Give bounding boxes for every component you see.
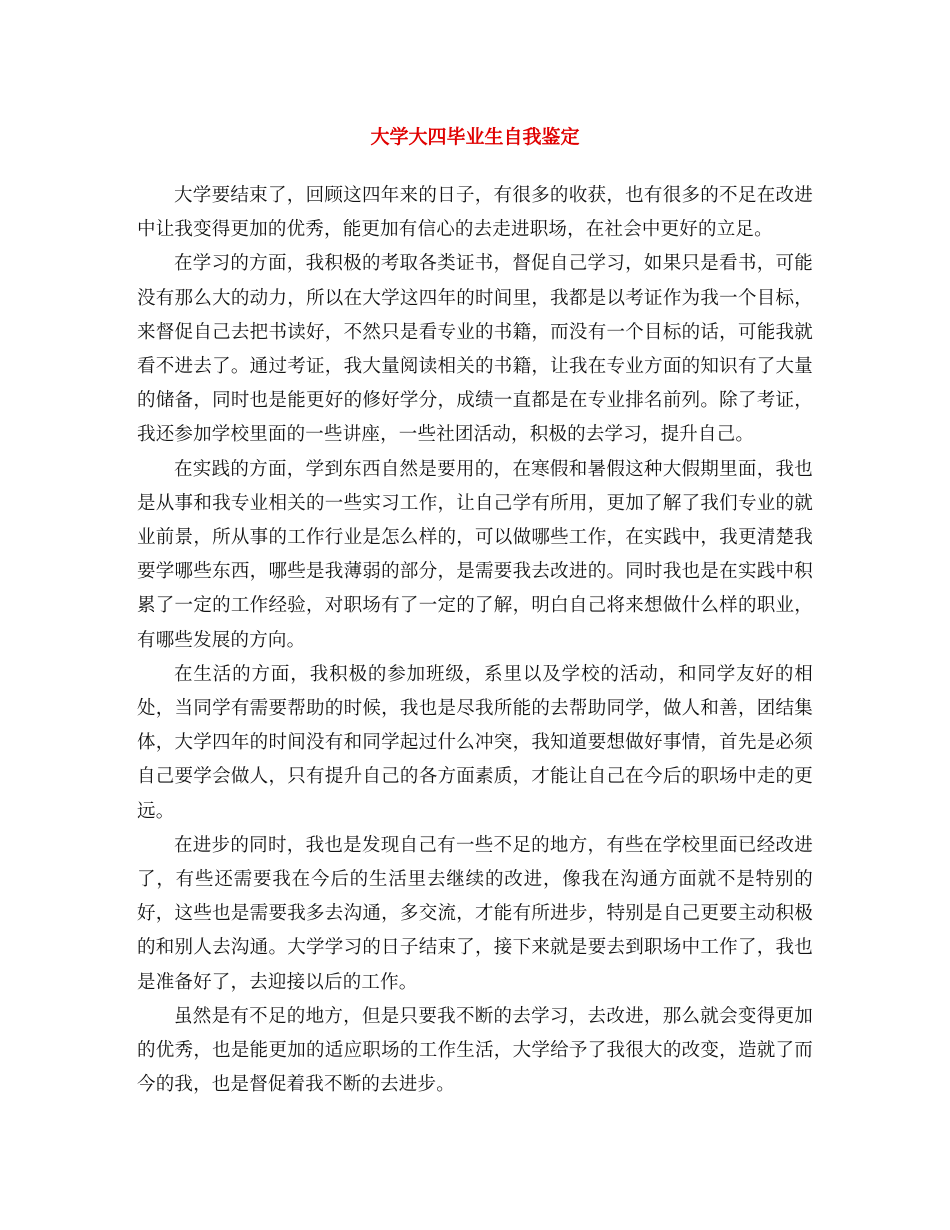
paragraph-study: 在学习的方面，我积极的考取各类证书，督促自己学习，如果只是看书，可能没有那么大的动力，所以在大学这四年的时间里，我都是以考证作为我一个目标，来督促自己去把书读好，不然只是看专业的书籍，而没有一个目标的话，可能我就看不进去了。通过考证，我大量阅读相关的书籍，让我在专业方面的知识有了大量的储备，同时也是能更好的修好学分，成绩一直都是在专业排名前列。除了考证，我还参加学校里面的一些讲座，一些社团活动，积极的去学习，提升自己。 <box>137 253 813 446</box>
document-title: 大学大四毕业生自我鉴定 <box>370 126 580 148</box>
document-body <box>137 179 813 1102</box>
paragraph-life: 在生活的方面，我积极的参加班级，系里以及学校的活动，和同学友好的相处，当同学有需要帮助的时候，我也是尽我所能的去帮助同学，做人和善，团结集体，大学四年的时间没有和同学起过什么冲突，我知道要想做好事情，首先是必须自己要学会做人，只有提升自己的各方面素质，才能让自己在今后的职场中走的更远。 <box>137 663 813 822</box>
paragraph-intro: 大学要结束了，回顾这四年来的日子，有很多的收获，也有很多的不足在改进中让我变得更加的优秀，能更加有信心的去走进职场，在社会中更好的立足。 <box>137 185 813 241</box>
paragraph-conclusion: 虽然是有不足的地方，但是只要我不断的去学习，去改进，那么就会变得更加的优秀，也是能更加的适应职场的工作生活，大学给予了我很大的改变，造就了而今的我，也是督促着我不断的去进步。 <box>137 1005 813 1096</box>
paragraph-practice: 在实践的方面，学到东西自然是要用的，在寒假和暑假这种大假期里面，我也是从事和我专业相关的一些实习工作，让自己学有所用，更加了解了我们专业的就业前景，所从事的工作行业是怎么样的，可以做哪些工作，在实践中，我更清楚我要学哪些东西，哪些是我薄弱的部分，是需要我去改进的。同时我也是在实践中积累了一定的工作经验，对职场有了一定的了解，明白自己将来想做什么样的职业，有哪些发展的方向。 <box>137 458 813 651</box>
paragraph-shortcomings: 在进步的同时，我也是发现自己有一些不足的地方，有些在学校里面已经改进了，有些还需要我在今后的生活里去继续的改进，像我在沟通方面就不是特别的好，这些也是需要我多去沟通，多交流，才能有所进步，特别是自己更要主动积极的和别人去沟通。大学学习的日子结束了，接下来就是要去到职场中工作了，我也是准备好了，去迎接以后的工作。 <box>137 834 813 993</box>
